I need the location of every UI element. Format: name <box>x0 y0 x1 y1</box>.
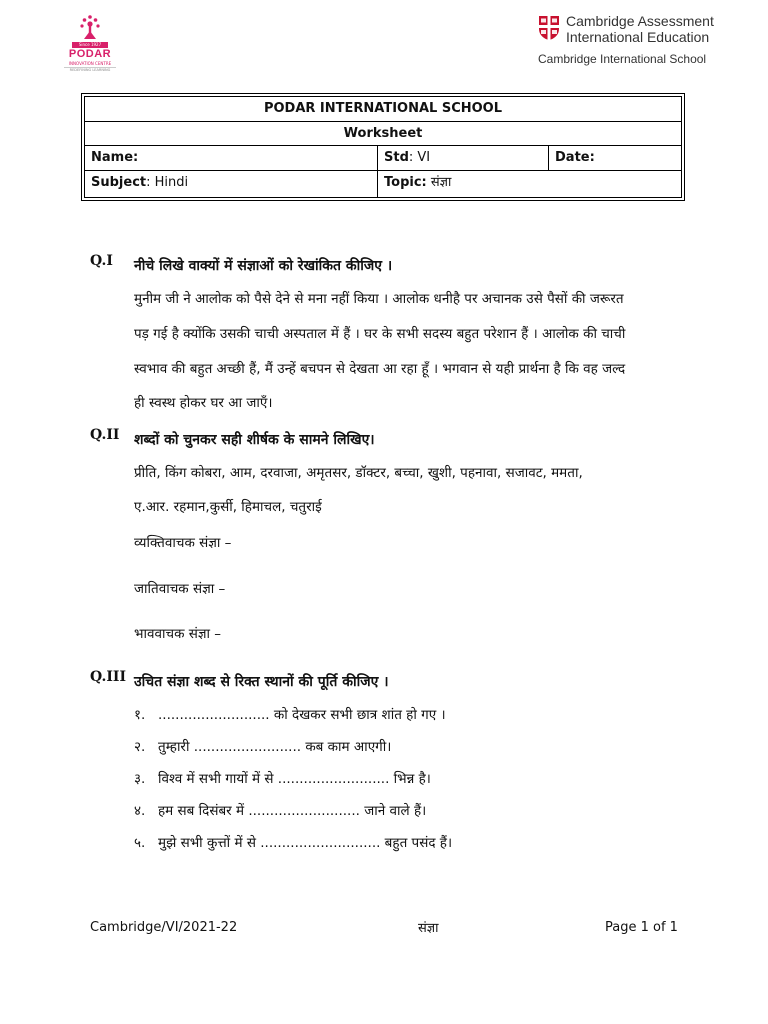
q3-item-4: ४. हम सब दिसंबर में .......................... जाने वाले हैं। <box>134 803 427 819</box>
q1-title: नीचे लिखे वाक्यों में संज्ञाओं को रेखांकित कीजिए । <box>134 258 393 274</box>
q2-words-line-2: ए.आर. रहमान,कुर्सी, हिमाचल, चतुराई <box>134 499 322 515</box>
podar-tagline: REDEFINING LEARNING <box>64 67 116 72</box>
cambridge-shield-icon <box>538 15 560 41</box>
q1-line-1: मुनीम जी ने आलोक को पैसे देने से मना नहीं किया । आलोक धनीहै पर अचानक उसे पैसों की जरूरत <box>134 291 624 307</box>
q3-item-2: २. तुम्हारी ......................... कब काम आएगी। <box>134 739 392 755</box>
tree-emblem-icon <box>77 15 103 41</box>
footer-page-number: Page 1 of 1 <box>605 920 678 935</box>
podar-logo <box>58 15 122 73</box>
q2-category-proper: व्यक्तिवाचक संज्ञा – <box>134 535 232 551</box>
worksheet-label: Worksheet <box>343 126 423 141</box>
name-field[interactable]: Name: <box>91 150 139 165</box>
q2-category-common: जातिवाचक संज्ञा – <box>134 581 226 597</box>
podar-name: PODAR <box>68 48 112 60</box>
footer-center: संज्ञा <box>418 921 439 936</box>
name-row <box>85 146 681 171</box>
q1-line-2: पड़ गई है क्योंकि उसकी चाची अस्पताल में हैं । घर के सभी सदस्य बहुत परेशान हैं । आलोक की चाची <box>134 326 626 342</box>
topic-field: Topic: संज्ञा <box>377 171 681 197</box>
q3-number: Q.III <box>90 669 127 685</box>
q1-line-3: स्वभाव की बहुत अच्छी हैं, मैं उन्हें बचपन से देखता आ रहा हूँ । भगवान से यही प्रार्थना है कि वह जल्द <box>134 361 626 377</box>
std-field: Std: VI <box>377 146 548 170</box>
q3-item-1: १. .......................... को देखकर सभी छात्र शांत हो गए । <box>134 707 446 723</box>
cambridge-line3: Cambridge International School <box>538 52 707 66</box>
footer-left: Cambridge/VI/2021-22 <box>90 920 238 935</box>
worksheet-row <box>85 122 681 146</box>
q3-item-3: ३. विश्व में सभी गायों में से .......................... भिन्न है। <box>134 771 431 787</box>
cambridge-line1: Cambridge Assessment <box>566 13 714 29</box>
cambridge-logo <box>538 14 713 70</box>
podar-since: Since 1927 <box>72 42 108 48</box>
school-name: PODAR INTERNATIONAL SCHOOL <box>263 101 503 116</box>
date-field[interactable]: Date: <box>548 146 681 170</box>
podar-subtitle: INNOVATION CENTRE <box>68 61 112 66</box>
school-row <box>85 97 681 122</box>
subject-field: Subject: Hindi <box>91 175 189 190</box>
header-table <box>81 93 685 201</box>
subject-row <box>85 171 681 197</box>
q2-title: शब्दों को चुनकर सही शीर्षक के सामने लिखिए। <box>134 432 375 448</box>
q3-title: उचित संज्ञा शब्द से रिक्त स्थानों की पूर्ति कीजिए । <box>134 674 389 690</box>
q2-category-abstract: भाववाचक संज्ञा – <box>134 626 222 642</box>
q1-number: Q.I <box>90 253 113 269</box>
q3-item-5: ५. मुझे सभी कुत्तों में से ............................ बहुत पसंद हैं। <box>134 835 453 851</box>
q2-words-line-1: प्रीति, किंग कोबरा, आम, दरवाजा, अमृतसर, डॉक्टर, बच्चा, खुशी, पहनावा, सजावट, ममता, <box>134 465 583 481</box>
q2-number: Q.II <box>90 427 120 443</box>
q1-line-4: ही स्वस्थ होकर घर आ जाएँ। <box>134 395 273 411</box>
cambridge-line2: International Education <box>566 29 710 45</box>
